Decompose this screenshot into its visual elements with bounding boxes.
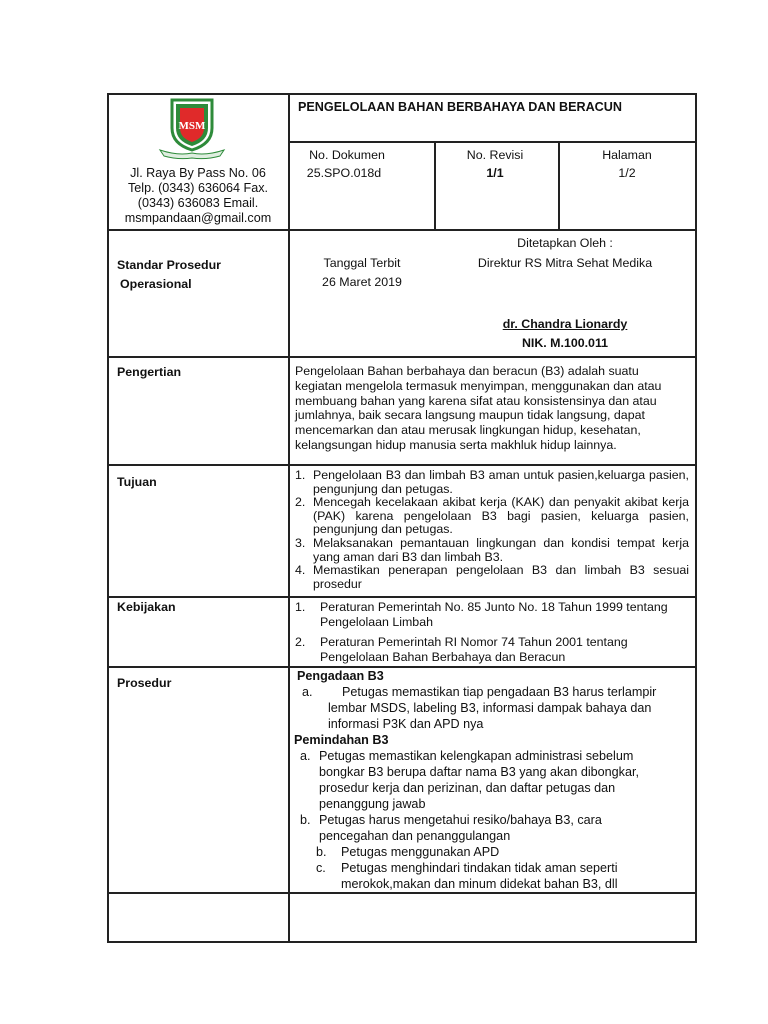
item-number: a. <box>302 685 313 699</box>
divider <box>107 596 697 598</box>
list-item <box>294 860 690 892</box>
list-item <box>295 564 689 591</box>
issue-date: 26 Maret 2019 <box>322 275 402 289</box>
item-text: Petugas menghindari tindakan tidak aman seperti merokok,makan dan minum didekat bahan B3, dll <box>341 861 618 891</box>
svg-text:MSM: MSM <box>178 120 206 132</box>
doc-number-label: No. Dokumen <box>309 148 385 162</box>
item-number: 2. <box>295 635 306 649</box>
table-border <box>107 941 697 943</box>
signer-nik: NIK. M.100.011 <box>521 336 609 350</box>
phone-line: Telp. (0343) 636064 Fax. <box>127 181 269 195</box>
list-item <box>295 537 689 564</box>
sop-label <box>117 256 221 294</box>
list-item <box>294 812 690 844</box>
prosedur-content <box>294 668 690 892</box>
item-number: a. <box>300 749 311 763</box>
item-text: Mencegah kecelakaan akibat kerja (KAK) dan penyakit akibat kerja (PAK) karena pengelolaan B3 bagi pasien, keluarga pasien, pengunjung dan petugas. <box>313 495 689 537</box>
pengertian-text: Pengelolaan Bahan berbahaya dan beracun (B3) adalah suatu kegiatan mengelola termasuk menyimpan, menggunakan dan atau membuang bahan yang karena sifat atau konsistensinya dan atau jumlahnya, baik secara langsung maupun tidak langsung, dapat mencemarkan dan atau merusak lingkungan hidup, kesehatan, kelangsungan hidup manusia serta makhluk hidup lainnya. <box>295 364 662 452</box>
tujuan-list <box>295 469 689 591</box>
document-title: PENGELOLAAN BAHAN BERBAHAYA DAN BERACUN <box>298 100 622 114</box>
section-label-kebijakan: Kebijakan <box>117 600 176 614</box>
hospital-address <box>108 166 288 226</box>
section-label-prosedur: Prosedur <box>117 676 172 690</box>
item-number: 1. <box>295 468 306 482</box>
page-label: Halaman <box>602 148 652 162</box>
list-item <box>295 600 689 630</box>
table-border <box>107 93 697 95</box>
item-text: Memastikan penerapan pengelolaan B3 dan limbah B3 sesuai prosedur <box>313 563 689 591</box>
item-text: Peraturan Pemerintah No. 85 Junto No. 18 Tahun 1999 tentang Pengelolaan Limbah <box>320 600 668 629</box>
list-item <box>294 844 690 860</box>
fax-line: (0343) 636083 Email. <box>137 196 259 210</box>
sop-label-line2: Operasional <box>120 277 192 291</box>
page-number: 1/2 <box>618 166 636 180</box>
sop-label-line1: Standar Prosedur <box>117 258 221 272</box>
divider <box>107 892 697 894</box>
item-text: Petugas harus mengetahui resiko/bahaya B3, cara pencegahan dan penanggulangan <box>319 813 602 843</box>
item-text: Melaksanakan pemantauan lingkungan dan kondisi tempat kerja yang aman dari B3 dan limbah B3. <box>313 535 689 564</box>
table-border <box>695 93 697 943</box>
director-title: Direktur RS Mitra Sehat Medika <box>477 256 653 270</box>
item-number: 1. <box>295 600 306 614</box>
doc-number: 25.SPO.018d <box>306 166 382 180</box>
item-number: 3. <box>295 535 306 550</box>
set-by-label: Ditetapkan Oleh : <box>517 236 613 250</box>
revision: 1/1 <box>486 166 504 180</box>
signer-name: dr. Chandra Lionardy <box>502 317 628 331</box>
list-item <box>294 748 690 812</box>
section-label-pengertian: Pengertian <box>117 365 182 379</box>
revision-label: No. Revisi <box>466 148 524 162</box>
item-text: Petugas menggunakan APD <box>341 845 500 859</box>
item-number: 4. <box>295 563 306 578</box>
hospital-logo <box>158 98 226 160</box>
list-item <box>295 496 689 537</box>
kebijakan-list <box>295 600 689 665</box>
item-number: b. <box>300 813 311 827</box>
subheading-pengadaan: Pengadaan B3 <box>297 669 384 683</box>
divider <box>288 141 696 143</box>
table-border <box>288 93 290 943</box>
section-label-tujuan: Tujuan <box>117 475 157 489</box>
item-text: Pengelolaan B3 dan limbah B3 aman untuk pasien,keluarga pasien, pengunjung dan petugas. <box>313 468 689 496</box>
item-number: 2. <box>295 495 306 510</box>
item-text: Peraturan Pemerintah RI Nomor 74 Tahun 2001 tentang Pengelolaan Bahan Berbahaya dan Beracun <box>320 635 628 664</box>
item-text: Petugas memastikan kelengkapan administrasi sebelum bongkar B3 berupa daftar nama B3 yang akan dibongkar, prosedur kerja dan perizinan, dan daftar petugas dan penanggung jawab <box>319 749 639 811</box>
item-text: Petugas memastikan tiap pengadaan B3 harus terlampir lembar MSDS, labeling B3, informasi dampak bahaya dan informasi P3K dan APD nya <box>328 685 657 731</box>
email-line: msmpandaan@gmail.com <box>124 211 272 225</box>
address-line: Jl. Raya By Pass No. 06 <box>130 166 266 180</box>
divider <box>107 356 697 358</box>
subheading-pemindahan: Pemindahan B3 <box>294 733 389 747</box>
list-item <box>294 684 690 732</box>
list-item <box>295 469 689 496</box>
issue-date-label: Tanggal Terbit <box>323 256 401 270</box>
item-number: b. <box>316 845 327 859</box>
divider <box>107 464 697 466</box>
item-number: c. <box>316 861 326 875</box>
list-item <box>295 635 689 665</box>
divider <box>107 229 697 231</box>
